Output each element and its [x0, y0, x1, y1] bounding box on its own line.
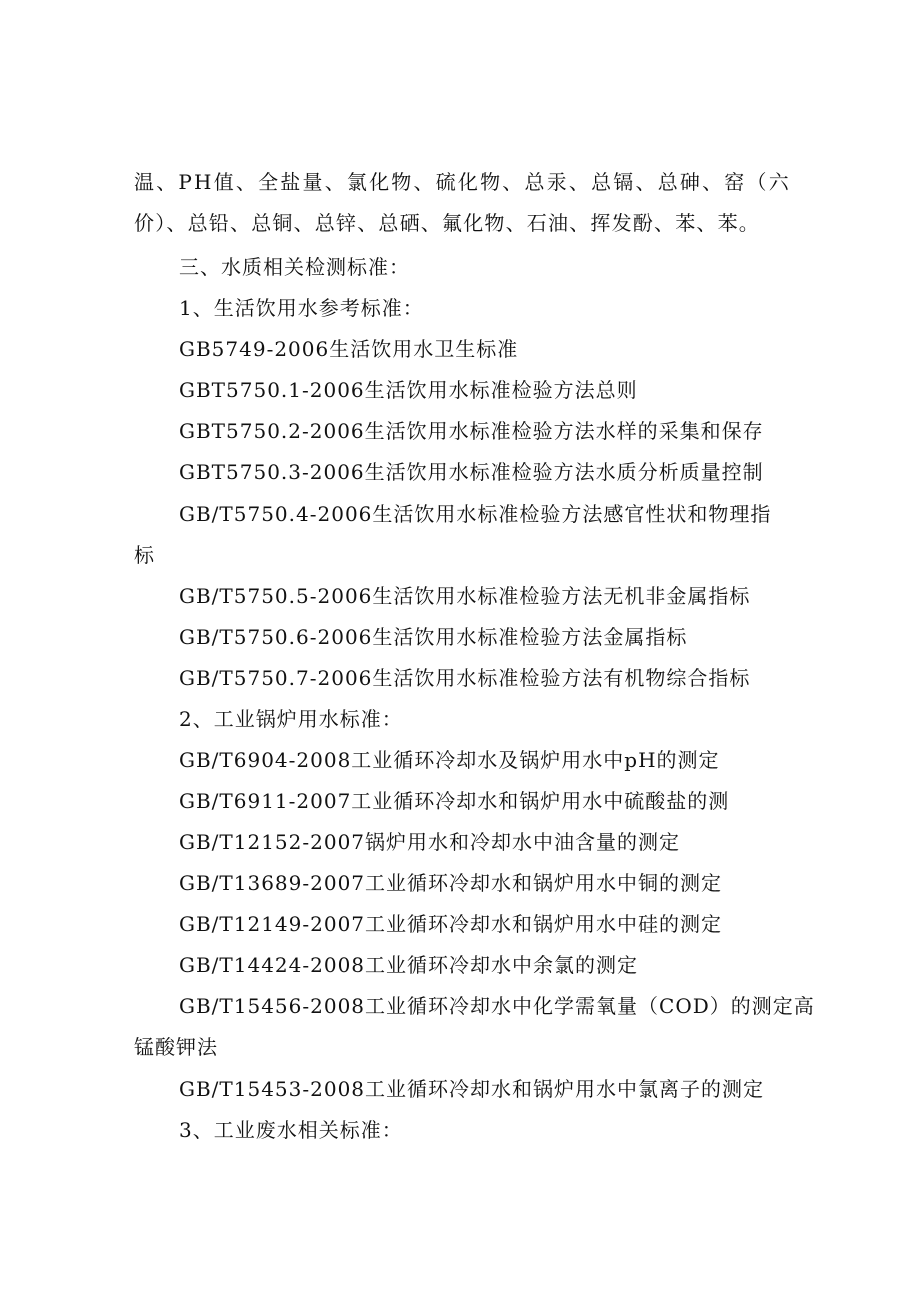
standard-item: GB/T6904-2008工业循环冷却水及锅炉用水中pH的测定	[179, 748, 720, 772]
standard-item: GB/T13689-2007工业循环冷却水和锅炉用水中铜的测定	[179, 871, 723, 895]
standard-item: GBT5750.3-2006生活饮用水标准检验方法水质分析质量控制	[179, 460, 764, 484]
standard-item: GB/T12149-2007工业循环冷却水和锅炉用水中硅的测定	[179, 912, 723, 936]
text-line: 价）、总铅、总铜、总锌、总硒、氟化物、石油、挥发酚、苯、苯。	[134, 211, 760, 235]
subsection-heading: 3、工业废水相关标准：	[179, 1118, 403, 1142]
standard-item-continuation: 标	[134, 543, 155, 567]
standard-item: GB/T6911-2007工业循环冷却水和锅炉用水中硫酸盐的测	[179, 789, 730, 813]
subsection-heading: 2、工业锅炉用水标准：	[179, 707, 403, 731]
standard-item: GB/T5750.4-2006生活饮用水标准检验方法感官性状和物理指	[179, 502, 772, 526]
standard-item-continuation: 锰酸钾法	[134, 1035, 218, 1059]
subsection-heading: 1、生活饮用水参考标准：	[179, 296, 424, 320]
standard-item: GBT5750.2-2006生活饮用水标准检验方法水样的采集和保存	[179, 419, 764, 443]
standard-item: GBT5750.1-2006生活饮用水标准检验方法总则	[179, 378, 638, 402]
standard-item: GB/T12152-2007锅炉用水和冷却水中油含量的测定	[179, 830, 681, 854]
standard-item: GB/T5750.6-2006生活饮用水标准检验方法金属指标	[179, 625, 688, 649]
standard-item: GB/T5750.5-2006生活饮用水标准检验方法无机非金属指标	[179, 584, 751, 608]
standard-item: GB/T5750.7-2006生活饮用水标准检验方法有机物综合指标	[179, 666, 751, 690]
standard-item: GB/T14424-2008工业循环冷却水中余氯的测定	[179, 953, 639, 977]
standard-item: GB5749-2006生活饮用水卫生标准	[179, 337, 519, 361]
standard-item: GB/T15453-2008工业循环冷却水和锅炉用水中氯离子的测定	[179, 1077, 765, 1101]
text-line: 温、PH值、全盐量、氯化物、硫化物、总汞、总镉、总砷、窑（六	[134, 170, 791, 194]
standard-item: GB/T15456-2008工业循环冷却水中化学需氧量（COD）的测定高	[179, 994, 815, 1018]
section-heading: 三、水质相关检测标准：	[179, 255, 410, 279]
